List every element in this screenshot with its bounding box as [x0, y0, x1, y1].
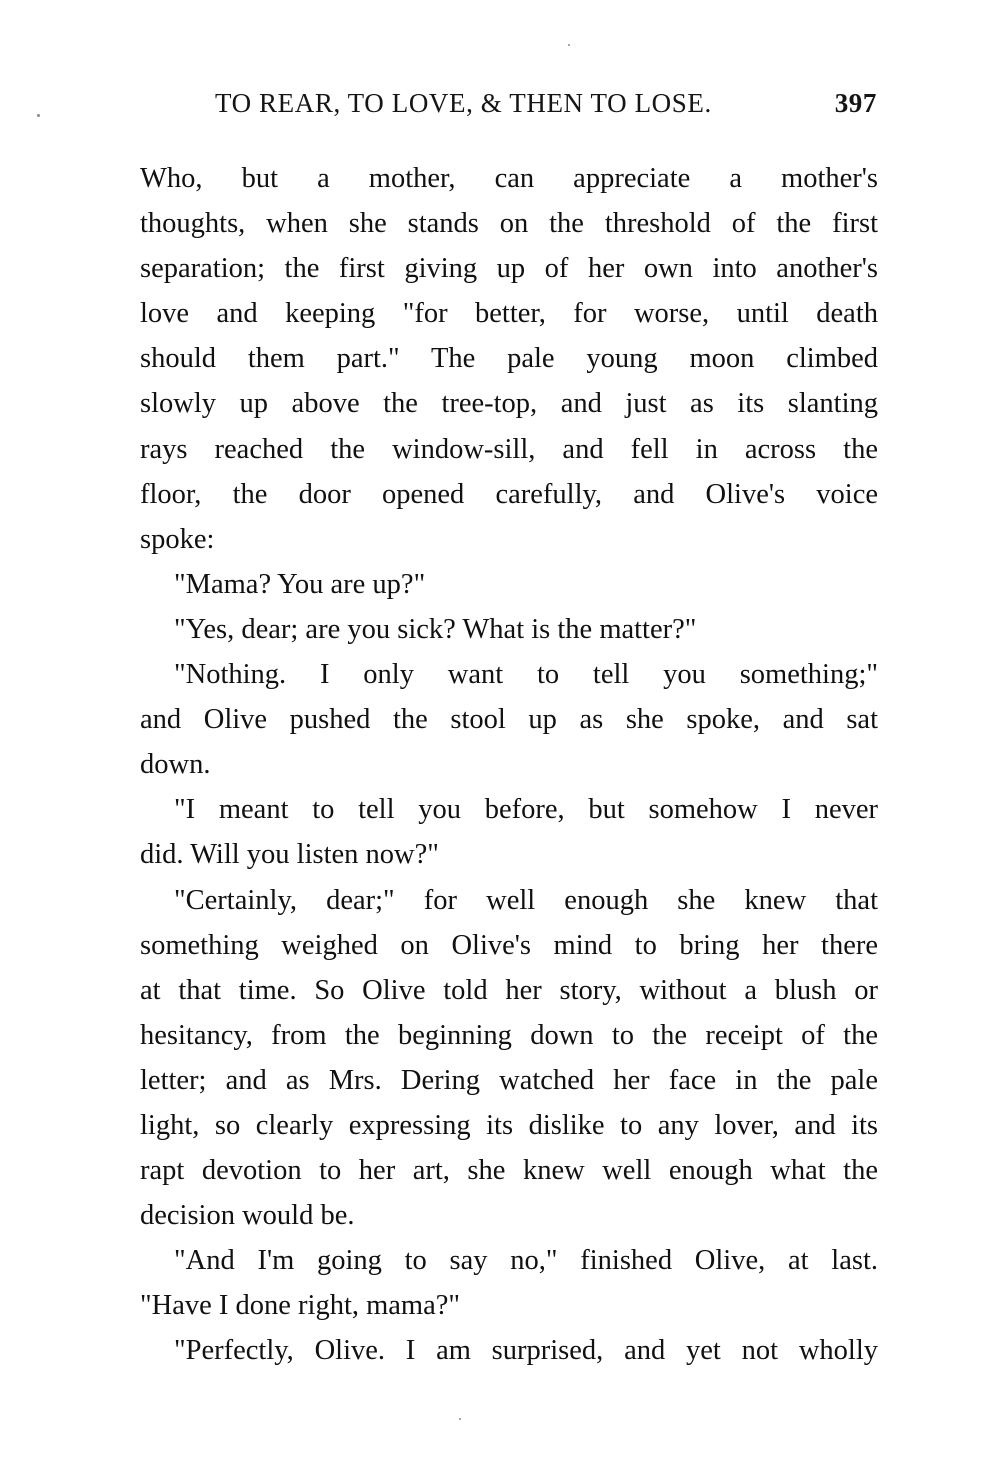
margin-speck [568, 44, 570, 46]
text-line: at that time. So Olive told her story, without a blush or [140, 974, 878, 1006]
text-line: rapt devotion to her art, she knew well enough what the [140, 1155, 878, 1187]
text-line: down. [140, 749, 211, 781]
margin-speck [459, 1418, 461, 1420]
text-line: and Olive pushed the stool up as she spoke, and sat [140, 704, 878, 736]
text-line: "I meant to tell you before, but somehow I never [174, 794, 878, 826]
page-number: 397 [834, 88, 877, 118]
text-line: separation; the first giving up of her own into another's [140, 253, 878, 285]
text-line: "Certainly, dear;" for well enough she knew that [174, 884, 878, 916]
text-line: spoke: [140, 523, 215, 555]
margin-speck [37, 114, 40, 117]
text-line: did. Will you listen now?" [140, 839, 439, 871]
text-line: "Nothing. I only want to tell you something;" [174, 659, 878, 691]
text-line: should them part." The pale young moon climbed [140, 343, 878, 375]
text-line: rays reached the window-sill, and fell in across the [140, 433, 878, 465]
text-line: letter; and as Mrs. Dering watched her face in the pale [140, 1064, 878, 1096]
text-line: love and keeping "for better, for worse, until death [140, 298, 878, 330]
text-line: "Yes, dear; are you sick? What is the matter?" [174, 613, 697, 645]
text-line: Who, but a mother, can appreciate a mother's [140, 163, 878, 194]
text-line: floor, the door opened carefully, and Olive's voice [140, 478, 878, 510]
running-head [215, 88, 877, 128]
text-line: hesitancy, from the beginning down to the receipt of the [140, 1019, 878, 1051]
text-line: something weighed on Olive's mind to bring her there [140, 929, 878, 961]
text-line: thoughts, when she stands on the threshold of the first [140, 208, 878, 240]
text-line: "Perfectly, Olive. I am surprised, and yet not wholly [174, 1335, 878, 1367]
body-text [140, 156, 878, 1374]
text-line: slowly up above the tree-top, and just as its slanting [140, 388, 878, 420]
text-line: "Have I done right, mama?" [140, 1290, 461, 1322]
text-line: "And I'm going to say no," finished Olive, at last. [174, 1245, 878, 1277]
text-line: "Mama? You are up?" [174, 568, 426, 600]
text-line: decision would be. [140, 1200, 355, 1232]
text-line: light, so clearly expressing its dislike to any lover, and its [140, 1109, 878, 1141]
running-head-title: TO REAR, TO LOVE, & THEN TO LOSE. [215, 88, 712, 118]
